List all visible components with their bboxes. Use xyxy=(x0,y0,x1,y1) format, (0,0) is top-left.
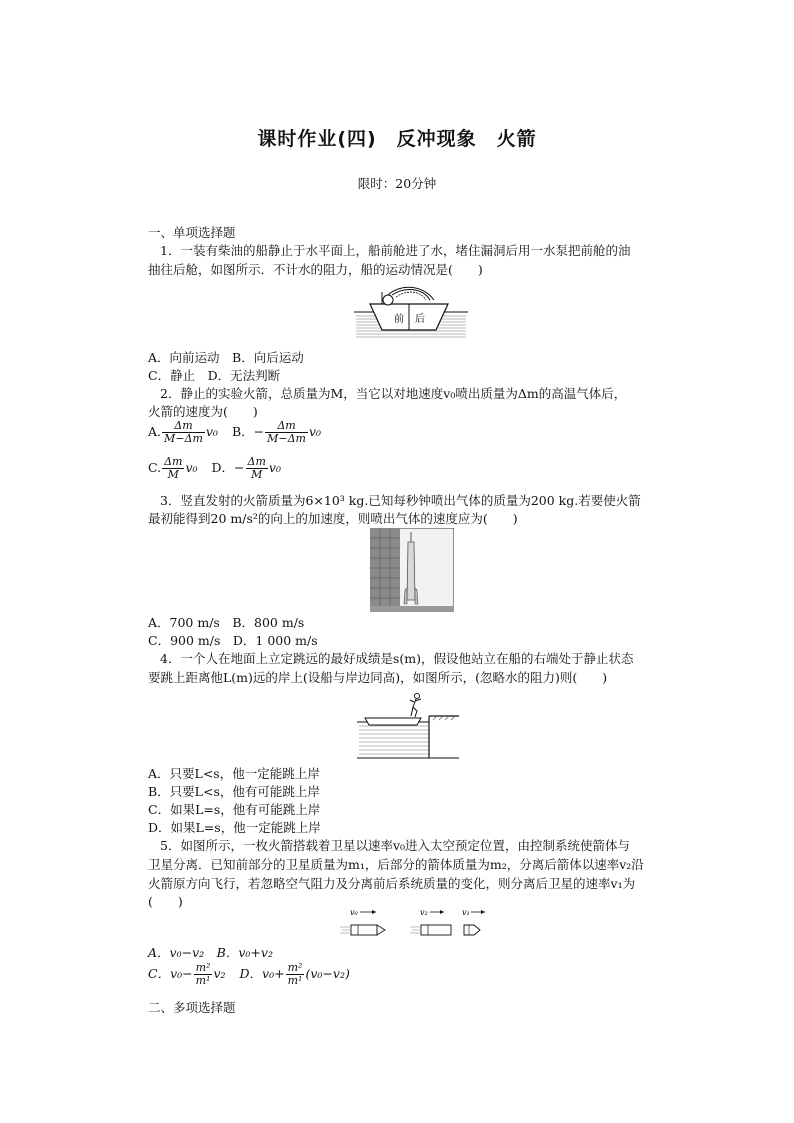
q5-options-ab xyxy=(148,944,273,961)
q3-line2: 最初能得到20 m/s²的向上的加速度，则喷出气体的速度应为( ) xyxy=(148,511,518,526)
q4-option-b: B．只要L<s，他有可能跳上岸 xyxy=(148,784,320,799)
q2-a-label: A. xyxy=(148,424,162,439)
q3-options-ab: A．700 m/s B．800 m/s xyxy=(148,615,305,630)
q4-boat-figure xyxy=(355,690,461,762)
q2-a-v: v₀ xyxy=(205,424,218,439)
q2-b-v: v₀ xyxy=(308,424,322,439)
q5-c-tail: v₂ xyxy=(213,966,226,981)
q5-line3: 火箭原方向飞行，若忽略空气阻力及分离前后系统质量的变化，则分离后卫星的速率v₁为 xyxy=(148,876,636,891)
q1-boat-figure xyxy=(352,278,470,342)
q5-c-num: m² xyxy=(195,961,211,974)
q2-options-ab xyxy=(148,420,321,445)
section1-heading: 一、单项选择题 xyxy=(148,225,236,240)
q1-line1: 1．一装有柴油的船静止于水平面上，船前舱进了水，堵住漏洞后用一水泵把前舱的油 xyxy=(160,243,631,258)
q4-option-c: C．如果L=s，他有可能跳上岸 xyxy=(148,802,321,817)
q3-line1: 3．竖直发射的火箭质量为6×10³ kg.已知每秒钟喷出气体的质量为200 kg.若要使火箭 xyxy=(160,493,641,508)
q2-c-den: M xyxy=(167,468,179,481)
time-limit: 限时：20分钟 xyxy=(357,176,437,191)
q3-options-cd: C．900 m/s D．1 000 m/s xyxy=(148,633,318,648)
q2-d-den: M xyxy=(251,468,263,481)
q4-line2: 要跳上距离他L(m)远的岸上(设船与岸边同高)，如图所示，(忽略水的阻力)则( ) xyxy=(148,670,608,685)
q5-options-cd xyxy=(148,962,350,987)
q2-b-den: M−Δm xyxy=(267,432,306,445)
q5-fig-v0: v₀ xyxy=(350,908,358,917)
q2-d-num: Δm xyxy=(247,455,266,468)
q2-c-label: C. xyxy=(148,460,162,475)
q2-line2: 火箭的速度为( ) xyxy=(148,404,258,419)
q5-c-label: C．v₀− xyxy=(148,966,193,981)
page-title: 课时作业(四) 反冲现象 火箭 xyxy=(257,128,537,150)
q2-c-num: Δm xyxy=(164,455,183,468)
q1-options-ab: A．向前运动 B．向后运动 xyxy=(148,350,304,365)
q2-d-label: D．− xyxy=(211,460,245,475)
q1-options-cd: C．静止 D．无法判断 xyxy=(148,368,281,383)
q4-line1: 4．一个人在地面上立定跳远的最好成绩是s(m)，假设他站立在船的右端处于静止状态 xyxy=(160,651,634,666)
q5-c-den: m¹ xyxy=(195,974,211,987)
q5-separation-figure xyxy=(338,906,488,940)
q2-a-den: M−Δm xyxy=(164,432,203,445)
q5-d-fraction xyxy=(286,962,305,987)
q5-fig-v2: v₂ xyxy=(420,908,428,917)
q2-c-v: v₀ xyxy=(185,460,198,475)
q2-a-fraction xyxy=(162,420,205,445)
q2-d-fraction xyxy=(246,456,268,481)
q2-options-cd xyxy=(148,456,281,481)
q5-d-label: D．v₀+ xyxy=(239,966,285,981)
q4-option-d: D．如果L=s，他一定能跳上岸 xyxy=(148,820,321,835)
q5-d-num: m² xyxy=(287,961,303,974)
q1-fig-back-label: 后 xyxy=(415,314,425,325)
q5-d-tail: (v₀−v₂) xyxy=(305,966,350,981)
q5-c-fraction xyxy=(194,962,213,987)
q4-option-a: A．只要L<s，他一定能跳上岸 xyxy=(148,766,320,781)
q1-fig-front-label: 前 xyxy=(394,314,404,325)
q2-line1: 2．静止的实验火箭，总质量为M，当它以对地速度v₀喷出质量为Δm的高温气体后， xyxy=(160,386,627,401)
section2-heading: 二、多项选择题 xyxy=(148,1000,236,1015)
q2-b-num: Δm xyxy=(265,420,308,433)
q5-line4: ( ) xyxy=(148,894,183,909)
q1-line2: 抽往后舱，如图所示．不计水的阻力，船的运动情况是( ) xyxy=(148,262,483,277)
q2-b-fraction xyxy=(265,420,308,445)
q2-a-num: Δm xyxy=(162,420,205,433)
q5-line2: 卫星分离．已知前部分的卫星质量为m₁，后部分的箭体质量为m₂，分离后箭体以速率v₂沿 xyxy=(148,857,644,872)
q5-line1: 5．如图所示，一枚火箭搭载着卫星以速率v₀进入太空预定位置，由控制系统使箭体与 xyxy=(160,838,631,853)
q3-rocket-photo xyxy=(370,528,454,612)
q2-d-v: v₀ xyxy=(268,460,281,475)
q2-c-fraction xyxy=(162,456,184,481)
q5-options-ab-text: A．v₀−v₂ B．v₀+v₂ xyxy=(148,945,273,960)
q5-d-den: m¹ xyxy=(287,974,303,987)
q5-fig-v1: v₁ xyxy=(462,908,470,917)
q2-b-label: B．− xyxy=(231,424,265,439)
